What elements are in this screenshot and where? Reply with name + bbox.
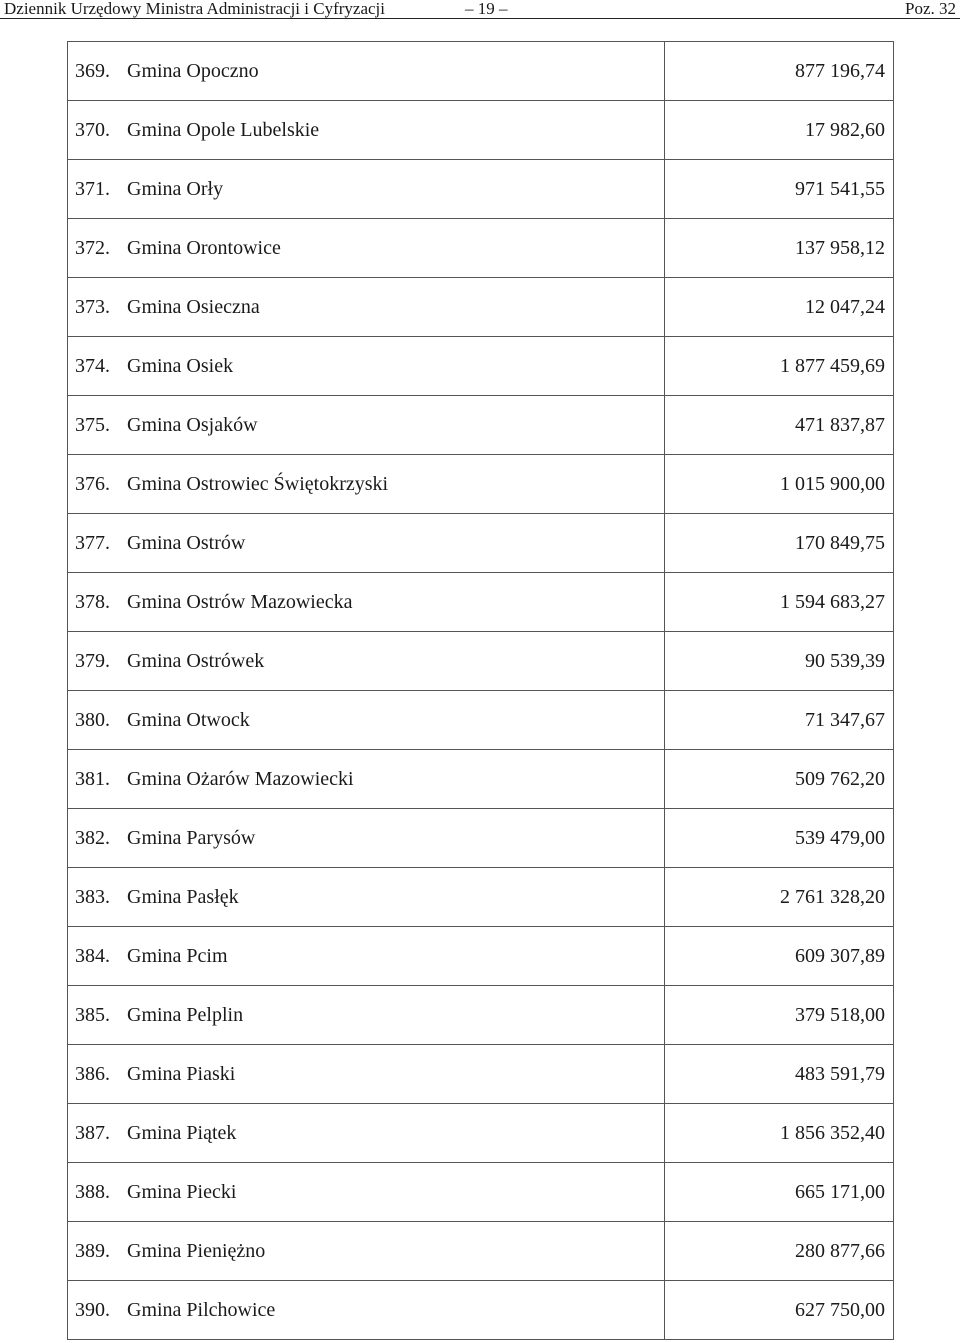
amount: 483 591,79: [665, 1045, 894, 1104]
amount: 12 047,24: [665, 278, 894, 337]
table-row: [68, 514, 894, 573]
amount: 539 479,00: [665, 809, 894, 868]
table-row: [68, 396, 894, 455]
row-number: 379.: [68, 632, 128, 691]
row-number: 370.: [68, 101, 128, 160]
row-number: 374.: [68, 337, 128, 396]
municipality-name: Gmina Piątek: [127, 1104, 665, 1163]
row-number: 369.: [68, 42, 128, 101]
amount: 471 837,87: [665, 396, 894, 455]
table-row: [68, 278, 894, 337]
table-row: [68, 42, 894, 101]
table-row: [68, 868, 894, 927]
row-number: 377.: [68, 514, 128, 573]
table-row: [68, 986, 894, 1045]
table-row: [68, 1045, 894, 1104]
amount: 1 015 900,00: [665, 455, 894, 514]
row-number: 371.: [68, 160, 128, 219]
municipality-name: Gmina Pasłęk: [127, 868, 665, 927]
amount: 509 762,20: [665, 750, 894, 809]
row-number: 375.: [68, 396, 128, 455]
municipality-name: Gmina Piecki: [127, 1163, 665, 1222]
amount: 877 196,74: [665, 42, 894, 101]
amount: 137 958,12: [665, 219, 894, 278]
amount: 1 594 683,27: [665, 573, 894, 632]
table-row: [68, 691, 894, 750]
row-number: 381.: [68, 750, 128, 809]
table-row: [68, 1104, 894, 1163]
row-number: 372.: [68, 219, 128, 278]
municipality-name: Gmina Osjaków: [127, 396, 665, 455]
table-row: [68, 1222, 894, 1281]
row-number: 376.: [68, 455, 128, 514]
table-row: [68, 927, 894, 986]
municipality-name: Gmina Osiek: [127, 337, 665, 396]
row-number: 373.: [68, 278, 128, 337]
table-row: [68, 1281, 894, 1340]
amount: 971 541,55: [665, 160, 894, 219]
row-number: 380.: [68, 691, 128, 750]
table-row: [68, 219, 894, 278]
municipality-name: Gmina Ostrówek: [127, 632, 665, 691]
table-row: [68, 809, 894, 868]
amount: 71 347,67: [665, 691, 894, 750]
row-number: 389.: [68, 1222, 128, 1281]
journal-title: Dziennik Urzędowy Ministra Administracji i Cyfryzacji: [4, 0, 385, 18]
row-number: 385.: [68, 986, 128, 1045]
amount: 170 849,75: [665, 514, 894, 573]
allocation-table: [67, 41, 894, 1340]
municipality-name: Gmina Ostrów Mazowiecka: [127, 573, 665, 632]
municipality-name: Gmina Pcim: [127, 927, 665, 986]
page-number: – 19 –: [465, 0, 508, 18]
amount: 1 856 352,40: [665, 1104, 894, 1163]
municipality-name: Gmina Pieniężno: [127, 1222, 665, 1281]
table-row: [68, 337, 894, 396]
municipality-name: Gmina Piaski: [127, 1045, 665, 1104]
amount: 609 307,89: [665, 927, 894, 986]
amount: 627 750,00: [665, 1281, 894, 1340]
municipality-name: Gmina Opole Lubelskie: [127, 101, 665, 160]
municipality-name: Gmina Pilchowice: [127, 1281, 665, 1340]
table-row: [68, 750, 894, 809]
municipality-name: Gmina Pelplin: [127, 986, 665, 1045]
amount: 90 539,39: [665, 632, 894, 691]
header-divider: [0, 18, 960, 19]
table-body: [68, 42, 894, 1340]
row-number: 386.: [68, 1045, 128, 1104]
municipality-name: Gmina Parysów: [127, 809, 665, 868]
municipality-name: Gmina Opoczno: [127, 42, 665, 101]
amount: 379 518,00: [665, 986, 894, 1045]
amount: 280 877,66: [665, 1222, 894, 1281]
amount: 665 171,00: [665, 1163, 894, 1222]
municipality-name: Gmina Otwock: [127, 691, 665, 750]
position-reference: Poz. 32: [905, 0, 956, 18]
municipality-name: Gmina Osieczna: [127, 278, 665, 337]
row-number: 383.: [68, 868, 128, 927]
row-number: 384.: [68, 927, 128, 986]
amount: 17 982,60: [665, 101, 894, 160]
amount: 1 877 459,69: [665, 337, 894, 396]
table-row: [68, 632, 894, 691]
municipality-name: Gmina Orły: [127, 160, 665, 219]
table-row: [68, 1163, 894, 1222]
municipality-name: Gmina Ożarów Mazowiecki: [127, 750, 665, 809]
amount: 2 761 328,20: [665, 868, 894, 927]
table-row: [68, 455, 894, 514]
table-row: [68, 101, 894, 160]
row-number: 388.: [68, 1163, 128, 1222]
municipality-name: Gmina Ostrów: [127, 514, 665, 573]
municipality-name: Gmina Orontowice: [127, 219, 665, 278]
municipality-name: Gmina Ostrowiec Świętokrzyski: [127, 455, 665, 514]
table-row: [68, 160, 894, 219]
page-header: [0, 0, 960, 20]
row-number: 382.: [68, 809, 128, 868]
row-number: 390.: [68, 1281, 128, 1340]
row-number: 387.: [68, 1104, 128, 1163]
table-row: [68, 573, 894, 632]
row-number: 378.: [68, 573, 128, 632]
